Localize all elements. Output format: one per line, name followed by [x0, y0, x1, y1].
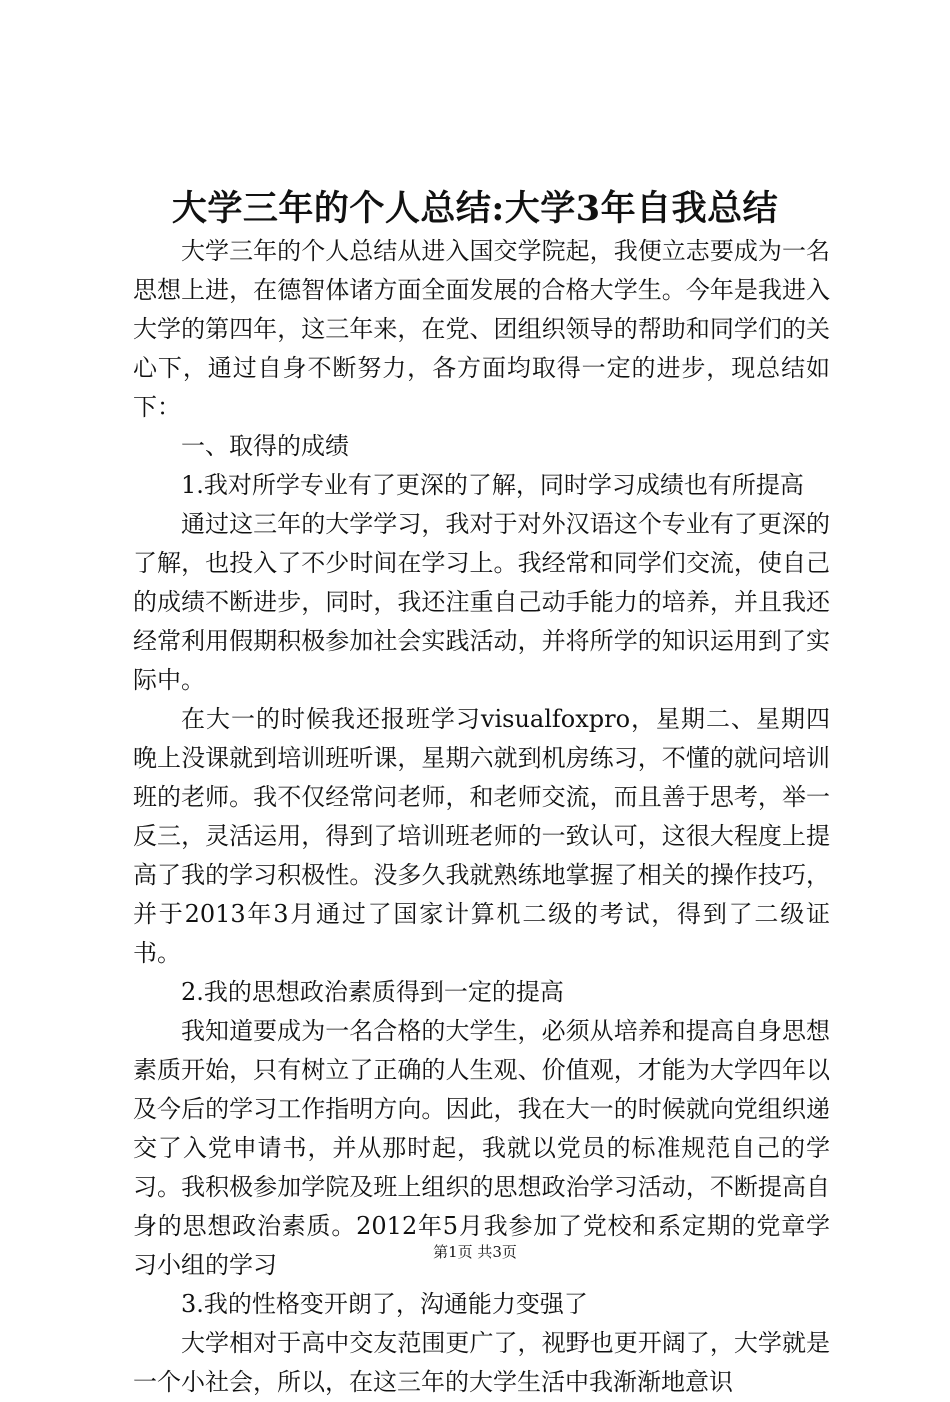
document-title: 大学三年的个人总结:大学3年自我总结 — [171, 188, 779, 229]
paragraph-social: 大学相对于高中交友范围更广了，视野也更开阔了，大学就是一个小社会，所以，在这三年的大学生活中我渐渐地意识 — [133, 1329, 830, 1396]
paragraph-computer-course: 在大一的时候我还报班学习visualfoxpro，星期二、星期四晚上没课就到培训班听课，星期六就到机房练习，不懂的就问培训班的老师。我不仅经常问老师，和老师交流，而且善于思考，举一反三，灵活运用，得到了培训班老师的一致认可，这很大程度上提高了我的学习积极性。没多久我就熟练地掌握了相关的操作技巧，并于2013年3月通过了国家计算机二级的考试，得到了二级证书。 — [133, 705, 830, 967]
paragraph-study: 通过这三年的大学学习，我对于对外汉语这个专业有了更深的了解，也投入了不少时间在学习上。我经常和同学们交流，使自己的成绩不断进步，同时，我还注重自己动手能力的培养，并且我还经常利用假期积极参加社会实践活动，并将所学的知识运用到了实际中。 — [133, 510, 830, 694]
subheading-major-knowledge: 1.我对所学专业有了更深的了解，同时学习成绩也有所提高 — [181, 471, 804, 499]
section-heading-achievements: 一、取得的成绩 — [181, 432, 349, 460]
document-body — [133, 232, 830, 1402]
paragraph-political: 我知道要成为一名合格的大学生，必须从培养和提高自身思想素质开始，只有树立了正确的人生观、价值观，才能为大学四年以及今后的学习工作指明方向。因此，我在大一的时候就向党组织递交了入党申请书，并从那时起，我就以党员的标准规范自己的学习。我积极参加学院及班上组织的思想政治学习活动，不断提高自身的思想政治素质。2012年5月我参加了党校和系定期的党章学习小组的学习 — [133, 1017, 830, 1279]
paragraph-intro: 大学三年的个人总结从进入国交学院起，我便立志要成为一名思想上进，在德智体诸方面全面发展的合格大学生。今年是我进入大学的第四年，这三年来，在党、团组织领导的帮助和同学们的关心下，通过自身不断努力，各方面均取得一定的进步，现总结如下： — [133, 237, 830, 421]
page-number-footer: 第1页 共3页 — [433, 1243, 517, 1261]
subheading-personality: 3.我的性格变开朗了，沟通能力变强了 — [181, 1290, 588, 1318]
subheading-political-quality: 2.我的思想政治素质得到一定的提高 — [181, 978, 564, 1006]
